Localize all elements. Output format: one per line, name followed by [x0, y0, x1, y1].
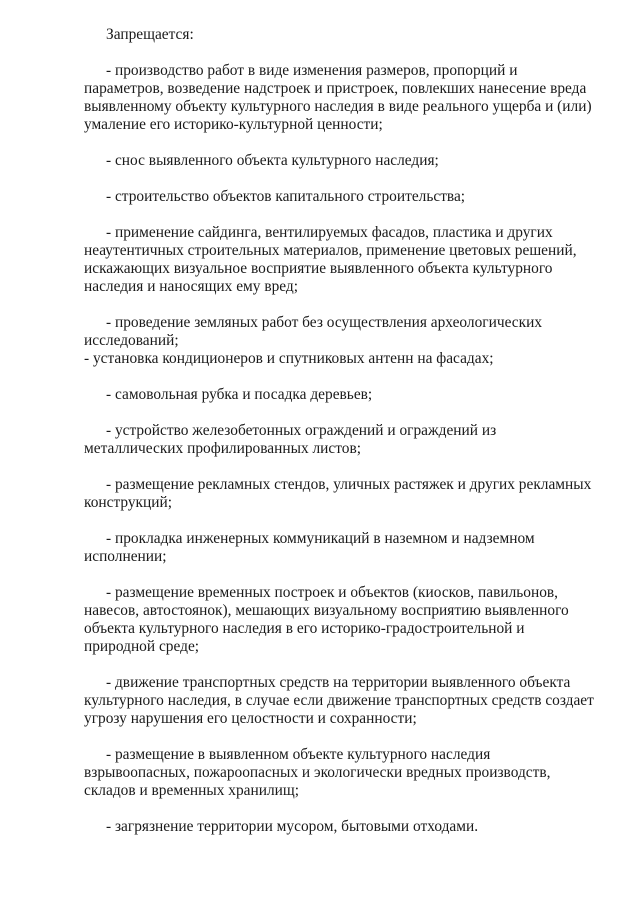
list-item: - размещение в выявленном объекте культурного наследия взрывоопасных, пожароопасных и экологически вредных производств, складов и временных хранилищ;: [84, 746, 551, 799]
document-heading: Запрещается:: [106, 26, 194, 43]
list-item: - движение транспортных средств на территории выявленного объекта культурного наследия, в случае если движение транспортных средств создает угрозу нарушения его целостности и сохранности;: [84, 674, 594, 727]
list-item: - самовольная рубка и посадка деревьев;: [106, 386, 373, 403]
list-item: - строительство объектов капитального строительства;: [106, 188, 466, 205]
list-item: - прокладка инженерных коммуникаций в наземном и надземном исполнении;: [84, 530, 535, 565]
list-item: - снос выявленного объекта культурного наследия;: [106, 152, 439, 169]
list-item: - размещение рекламных стендов, уличных растяжек и других рекламных конструкций;: [84, 476, 592, 511]
list-item: - размещение временных построек и объектов (киосков, павильонов, навесов, автостоянок), мешающих визуальному восприятию выявленного объекта культурного наследия в его историко-градостроительной и природной среде;: [84, 584, 569, 655]
list-item: - проведение земляных работ без осуществления археологических исследований;: [84, 314, 543, 349]
list-item: - загрязнение территории мусором, бытовыми отходами.: [106, 818, 479, 835]
document-page: [84, 26, 596, 854]
list-item: - устройство железобетонных ограждений и ограждений из металлических профилированных листов;: [84, 422, 497, 457]
list-item: - установка кондиционеров и спутниковых антенн на фасадах;: [84, 350, 494, 367]
list-item: - производство работ в виде изменения размеров, пропорций и параметров, возведение надстроек и пристроек, повлекших нанесение вреда выявленному объекту культурного наследия в виде реального ущерба и (или) умаление его историко-культурной ценности;: [84, 62, 592, 133]
list-item: - применение сайдинга, вентилируемых фасадов, пластика и других неаутентичных строительных материалов, применение цветовых решений, искажающих визуальное восприятие выявленного объекта культурного наследия и наносящих ему вред;: [84, 224, 577, 295]
